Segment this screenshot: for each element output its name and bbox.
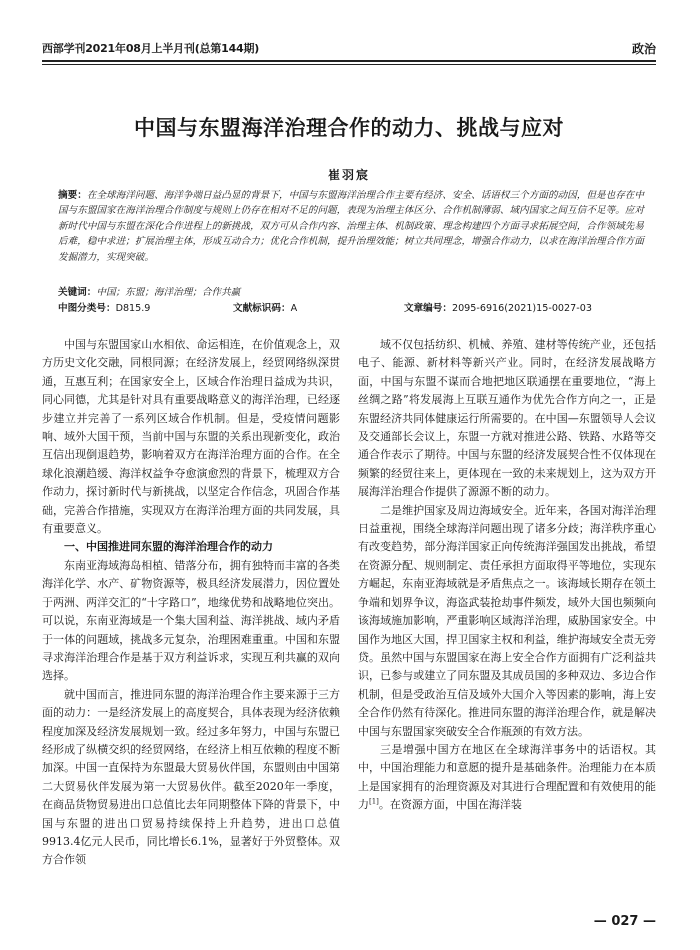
clc-number <box>58 301 150 316</box>
body-paragraph: 二是维护国家及周边海域安全。近年来，各国对海洋治理日益重视，围绕全球海洋问题出现了诸多分歧；海洋秩序重心有改变趋势，部分海洋国家正向传统海洋强国发出挑战，希望在资源分配、规则制定、责任承担方面取得平等地位，实现东方崛起，东南亚海域就是矛盾焦点之一。该海域长期存在领土争端和划界争议，海盗武装抢劫事件频发，域外大国也频频向该海域施加影响，严重影响区域海洋治理，威胁国家安全。中国作为地区大国，捍卫国家主权和利益，维护海域安全责无旁贷。虽然中国与东盟国家在海上安全合作方面拥有广泛利益共识，已参与或建立了同东盟及其成员国的多种双边、多边合作机制，但是受政治互信及域外大国介入等因素的影响，海上安全合作仍然有待深化。推进同东盟的海洋治理合作，就是解决中国与东盟国家突破安全合作瓶颈的有效方法。 <box>358 503 656 738</box>
header-rule-thin <box>42 64 656 65</box>
journal-name: 西部学刊2021年08月上半月刊(总第144期) <box>42 42 260 55</box>
body-paragraph: 就中国而言，推进同东盟的海洋治理合作主要来源于三方面的动力：一是经济发展上的高度契合，具体表现为经济依赖程度加深及经济发展规划一致。经过多年努力，中国与东盟已经形成了纵横交织的经贸网络，在经济上相互依赖的程度不断加深。中国一直保持为东盟最大贸易伙伴国，东盟则由中国第二大贸易伙伴发展为第一大贸易伙伴。截至2020年一季度，在商品货物贸易进出口总值比去年同期整体下降的背景下，中国与东盟的进出口贸易持续保持上升趋势，进出口总值9913.4亿元人民币，同比增长6.1%，显著好于外贸整体。双方合作领 <box>42 687 340 867</box>
abstract <box>58 188 644 265</box>
keywords-text: 中国；东盟；海洋治理；合作共赢 <box>96 287 241 298</box>
clc-value: D815.9 <box>115 303 151 314</box>
abstract-text: 在全球海洋问题、海洋争端日益凸显的背景下，中国与东盟海洋治理合作主要有经济、安全、话语权三个方面的动因，但是也存在中国与东盟国家在海洋治理合作制度与规则上仍存在相对不足的问题，表现为治理主体区分、合作机制薄弱、域内国家之间互信不足等。应对新时代中国与东盟在深化合作进程上的新挑战，双方可从合作内容、治理主体、机制政策、理念构建四个方面寻求拓展空间，合作领域先易后难，稳中求进；扩展治理主体，形成互动合力；优化合作机制，提升治理效能；树立共同理念，增强合作动力，以求在海洋治理合作方面发掘潜力，实现突破。 <box>58 190 645 263</box>
clc-label: 中图分类号： <box>58 303 116 314</box>
body-paragraph: 域不仅包括纺织、机械、养殖、建材等传统产业，还包括电子、能源、新材料等新兴产业。同时，在经济发展战略方面，中国与东盟不谋而合地把地区联通摆在重要地位，“海上丝绸之路”将发展海上互联互通作为优先合作方向之一，正是东盟经济共同体健康运行所需要的。在中国—东盟领导人会议及交通部长会议上，东盟一方就对推进公路、铁路、水路等交通合作表示了期待。中国与东盟的经济发展契合性不仅体现在频繁的经贸往来上，更体现在一致的未来规划上，这为双方开展海洋治理合作提供了源源不断的动力。 <box>358 338 656 499</box>
article-title: 中国与东盟海洋治理合作的动力、挑战与应对 <box>134 116 564 140</box>
body-paragraph <box>358 741 656 815</box>
article-no-label: 文章编号： <box>404 303 452 314</box>
running-header <box>42 40 656 62</box>
document-code <box>233 301 297 316</box>
doc-code-value: A <box>290 303 298 314</box>
article-metadata <box>58 301 644 316</box>
article-no-value: 2095-6916(2021)15-0027-03 <box>451 303 592 314</box>
page-number: — 027 — <box>593 914 656 929</box>
header-rule-thick <box>42 60 656 62</box>
section-label: 政治 <box>631 42 656 56</box>
paragraph-text: 。在资源方面，中国在海洋装 <box>378 798 522 812</box>
keywords <box>58 285 644 300</box>
article-author: 崔羽宸 <box>327 168 370 182</box>
abstract-label: 摘要： <box>58 190 87 201</box>
body-paragraph: 东南亚海域海岛相植、错落分布，拥有独特而丰富的各类海洋化学、水产、矿物资源等，极具经济发展潜力，因位置处于两洲、两洋交汇的“十字路口”，地缘优势和战略地位突出。可以说，东南亚海域是一个集大国利益、海洋挑战、域内矛盾于一体的问题域，挑战多元复杂，治理困难重重。中国和东盟寻求海洋治理合作是基于双方利益诉求，实现互利共赢的双向选择。 <box>42 558 340 683</box>
body-paragraph: 中国与东盟国家山水相依、命运相连，在价值观念上，双方历史文化交融，同根同源；在经济发展上，经贸网络纵深贯通，互惠互利；在国家安全上，区域合作治理日益成为共识，同心同德，尤其是针对具有重要战略意义的海洋治理，已经逐步建立并完善了一系列区域合作机制。但是，受疫情问题影响、域外大国干预，当前中国与东盟的关系出现新变化，政治互信出现倒退趋势，影响着双方在海洋治理方面的合作。在全球化浪潮趋缓、海洋权益争夺愈演愈烈的背景下，梳理双方合作动力，探讨新时代与新挑战，以坚定合作信念，巩固合作基础，完善合作措施，实现双方在海洋治理方面的共同发展，具有重要意义。 <box>42 338 340 536</box>
section-heading: 一、中国推进同东盟的海洋治理合作的动力 <box>64 540 273 554</box>
doc-code-label: 文献标识码： <box>233 303 291 314</box>
paragraph-text: 三是增强中国方在地区在全球海洋事务中的话语权。其中，中国治理能力和意愿的提升是基础条件。治理能力在本质上是国家拥有的治理资源及对其进行合理配置和有效使用的能力 <box>358 742 656 812</box>
keywords-label: 关键词： <box>58 287 97 298</box>
body-column-left <box>42 336 340 870</box>
citation-marker: [1] <box>369 797 379 806</box>
body-column-right <box>358 336 656 815</box>
article-number <box>404 301 592 316</box>
